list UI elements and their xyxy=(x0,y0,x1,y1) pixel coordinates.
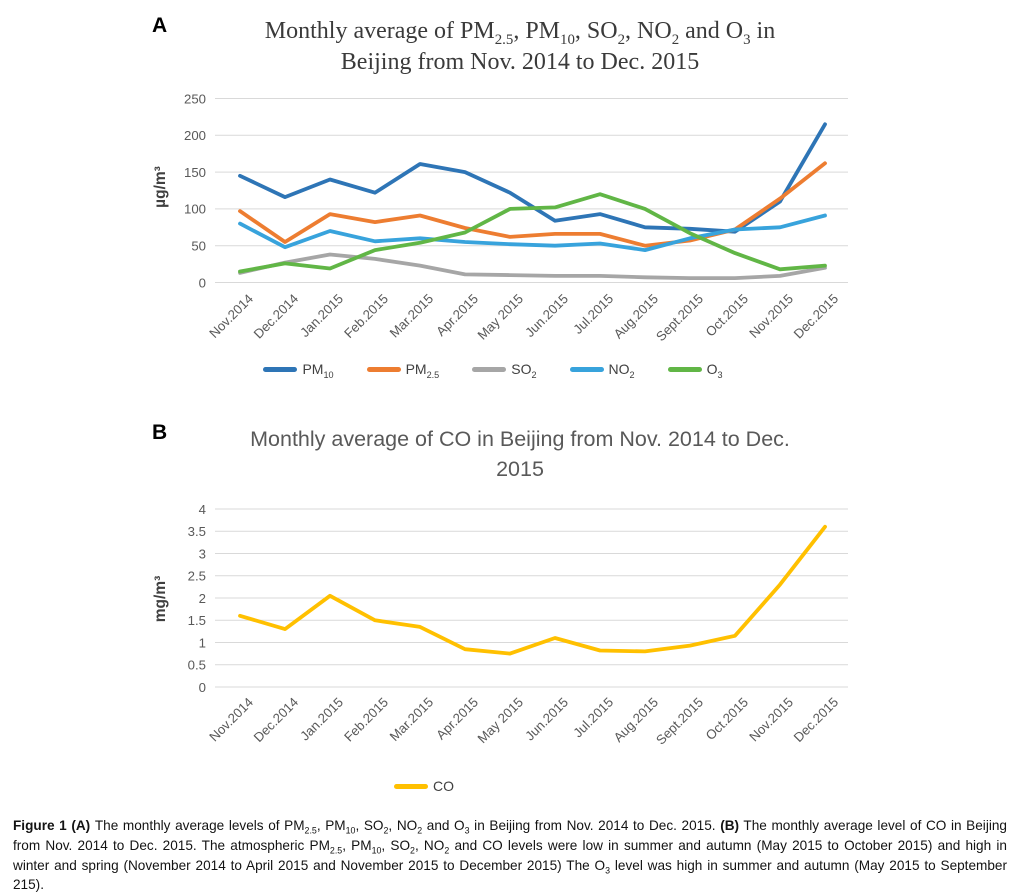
x-axis-label: May 2015 xyxy=(474,291,527,343)
legend-item-pm25 xyxy=(367,361,440,380)
x-axis-label: Nov.2014 xyxy=(206,694,257,745)
x-axis-label: Jul.2015 xyxy=(570,291,617,337)
x-axis-label: May 2015 xyxy=(474,694,527,747)
x-axis-label: Apr.2015 xyxy=(433,694,482,743)
x-axis-label: Dec.2015 xyxy=(790,291,842,342)
legend-swatch-co xyxy=(394,784,428,789)
figure-caption: Figure 1 (A) The monthly average levels of $PM_{2.5}$, $PM_{10}$, $SO_2$, $NO_2$ and $O_3$ in Beijing from Nov. 2014 to Dec. 2015. (B) The monthly average level of CO in Beijing from Nov. 2014 to Dec. 2015. The atmospheric $PM_{2.5}$, $PM_{10}$, $SO_2$, $NO_2$ and CO levels were low in summer and autumn (May 2015 to October 2015) and high in winter and spring (November 2014 to April 2015 and November 2015 to December 2015) The $O_3$ level was high in summer and autumn (May 2015 to September 215). xyxy=(13,818,1007,893)
x-axis-label: Mar.2015 xyxy=(386,291,437,341)
y-tick-label: 1 xyxy=(198,635,206,651)
x-axis-label: Jun.2015 xyxy=(522,291,572,340)
y-tick-label: 100 xyxy=(183,201,206,217)
x-axis-label: Apr.2015 xyxy=(433,291,482,339)
legend-label: $O_3$ xyxy=(706,361,723,380)
x-axis-label: Dec.2014 xyxy=(250,694,302,746)
x-axis-label: Jul.2015 xyxy=(570,694,617,741)
title-line: 2015 xyxy=(496,457,544,481)
panel-b-label: B xyxy=(152,421,168,444)
x-axis-label: Dec.2015 xyxy=(790,694,842,746)
y-tick-label: 3 xyxy=(198,546,206,562)
series-line-co xyxy=(240,527,825,654)
legend-label: $SO_2$ xyxy=(511,361,537,380)
y-tick-label: 4 xyxy=(198,501,206,517)
y-tick-label: 2 xyxy=(198,590,206,606)
legend-label: $PM_{10}$ xyxy=(302,361,334,380)
legend-swatch-pm25 xyxy=(367,367,401,372)
x-axis-label: Jun.2015 xyxy=(522,694,572,744)
y-tick-label: 2.5 xyxy=(187,568,206,584)
y-tick-label: 50 xyxy=(191,238,206,254)
x-axis-label: Oct.2015 xyxy=(702,694,752,743)
x-axis-label: Nov.2015 xyxy=(746,694,797,745)
y-tick-label: 250 xyxy=(183,91,206,107)
legend-label: CO xyxy=(433,778,454,794)
y-tick-label: 0 xyxy=(198,679,206,695)
legend-swatch-pm10 xyxy=(263,367,297,372)
title-line: Beijing from Nov. 2014 to Dec. 2015 xyxy=(340,49,700,75)
y-tick-label: 1.5 xyxy=(187,613,206,629)
series-line-no2 xyxy=(240,216,825,251)
x-axis-label: Jan.2015 xyxy=(297,291,347,340)
y-axis-title: mg/m³ xyxy=(152,575,169,623)
legend-label: $PM_{2.5}$ xyxy=(405,361,440,380)
x-axis-label: Aug.2015 xyxy=(610,694,662,746)
x-axis-label: Aug.2015 xyxy=(610,291,662,342)
legend-swatch-so2 xyxy=(472,367,506,372)
x-axis-label: Nov.2014 xyxy=(206,291,257,341)
legend-item-o3 xyxy=(668,361,723,380)
title-line: Monthly average of CO in Beijing from Nov. 2014 to Dec. xyxy=(250,427,790,451)
legend-swatch-o3 xyxy=(668,367,702,372)
legend-item-no2 xyxy=(570,361,635,380)
y-axis-title: µg/m³ xyxy=(152,166,169,208)
y-tick-label: 0 xyxy=(198,275,206,291)
legend-item-so2 xyxy=(472,361,537,380)
legend-item-pm10 xyxy=(263,361,334,380)
x-axis-label: Sept.2015 xyxy=(652,694,707,748)
x-axis-label: Jan.2015 xyxy=(297,694,347,744)
title-line: Monthly average of $PM_{2.5}$, $PM_{10}$, $SO_2$, $NO_2$ and $O_3$ in xyxy=(264,18,776,48)
panel-a-label: A xyxy=(152,14,168,37)
panel-a-legend xyxy=(0,361,1003,380)
legend-label: $NO_2$ xyxy=(608,361,635,380)
y-tick-label: 0.5 xyxy=(187,657,206,673)
panel-b-legend xyxy=(394,778,454,794)
legend-swatch-no2 xyxy=(570,367,604,372)
series-line-so2 xyxy=(240,255,825,279)
x-axis-label: Oct.2015 xyxy=(702,291,752,340)
legend-item-co xyxy=(394,778,454,794)
y-tick-label: 150 xyxy=(183,164,206,180)
y-tick-label: 200 xyxy=(183,128,206,144)
x-axis-label: Feb.2015 xyxy=(341,694,392,745)
x-axis-label: Nov.2015 xyxy=(746,291,797,341)
x-axis-label: Sept.2015 xyxy=(652,291,707,345)
x-axis-label: Dec.2014 xyxy=(250,291,302,342)
y-tick-label: 3.5 xyxy=(187,524,206,540)
x-axis-label: Feb.2015 xyxy=(341,291,392,342)
chart-co xyxy=(152,502,848,748)
x-axis-label: Mar.2015 xyxy=(386,694,437,745)
chart-pm10 xyxy=(152,91,848,344)
